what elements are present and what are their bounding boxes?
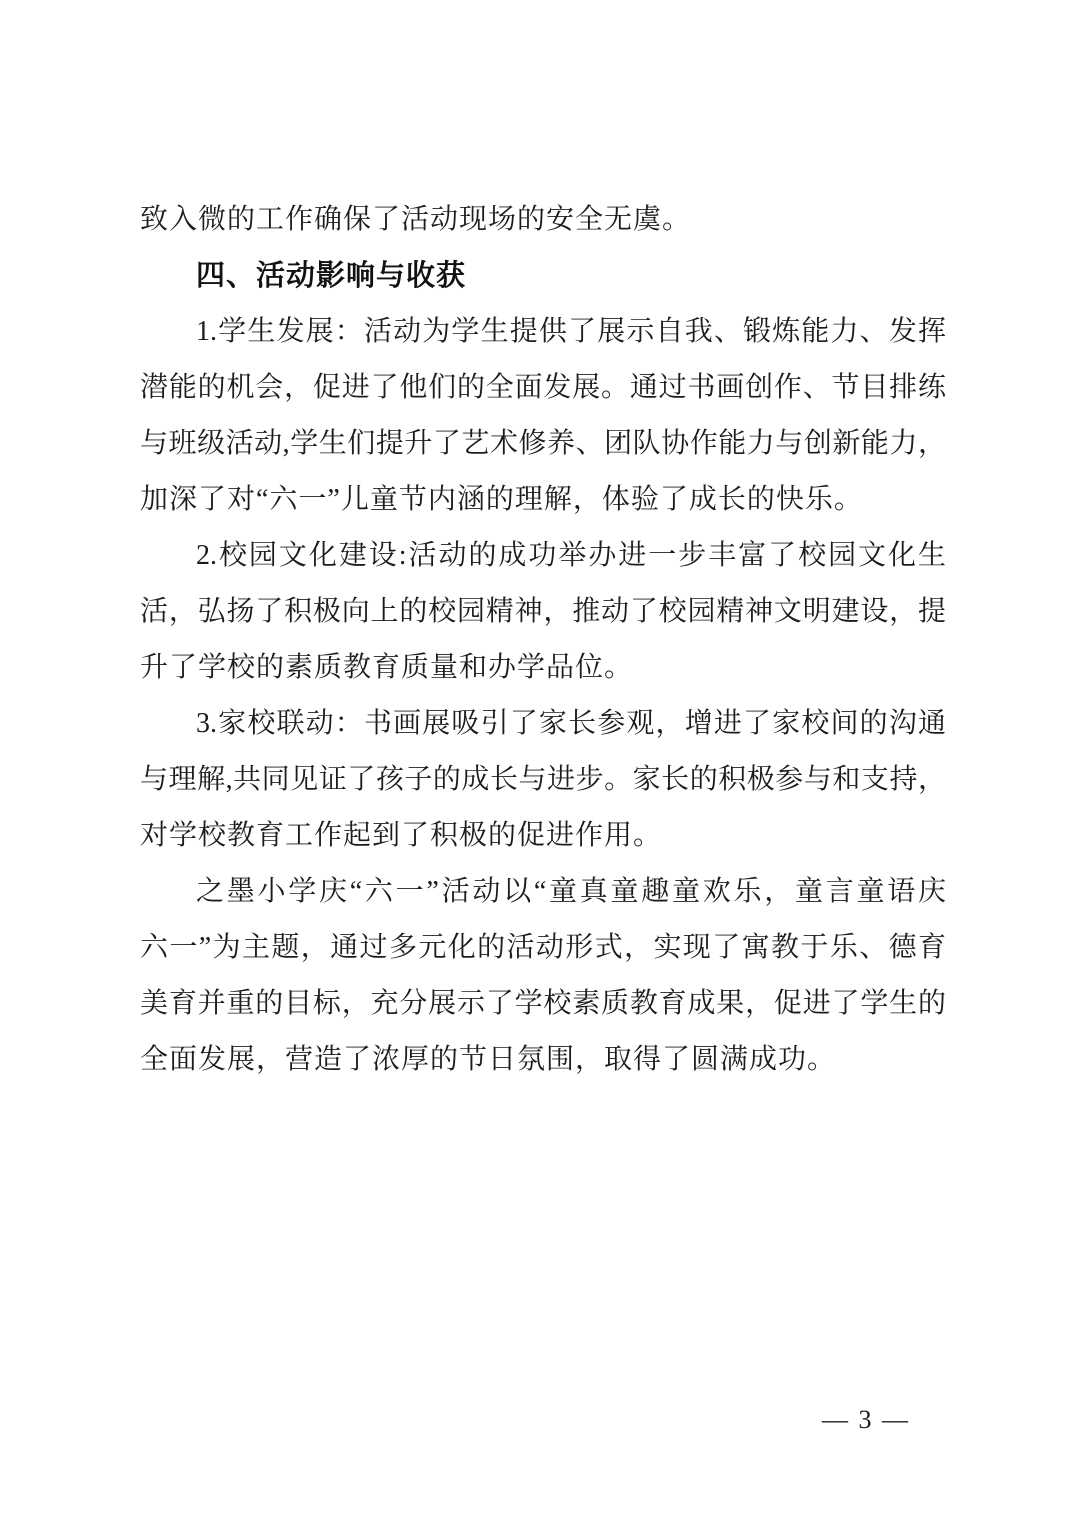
- document-line: 对学校教育工作起到了积极的促进作用。: [140, 820, 663, 851]
- document-line: 潜能的机会，促进了他们的全面发展。通过书画创作、节目排练: [140, 372, 946, 403]
- document-line: 升了学校的素质教育质量和办学品位。: [140, 652, 634, 683]
- document-line: 活，弘扬了积极向上的校园精神，推动了校园精神文明建设，提: [140, 596, 946, 627]
- document-line: 致入微的工作确保了活动现场的安全无虞。: [140, 204, 692, 235]
- page-number: — 3 —: [822, 1405, 910, 1434]
- document-line: 2.校园文化建设:活动的成功举办进一步丰富了校园文化生: [196, 540, 946, 571]
- document-line: 六一”为主题，通过多元化的活动形式，实现了寓教于乐、德育: [140, 932, 946, 963]
- document-line: 美育并重的目标，充分展示了学校素质教育成果，促进了学生的: [140, 988, 946, 1019]
- document-line: 加深了对“六一”儿童节内涵的理解，体验了成长的快乐。: [140, 484, 863, 515]
- document-line: 之墨小学庆“六一”活动以“童真童趣童欢乐，童言童语庆: [196, 876, 946, 907]
- section-heading: 四、活动影响与收获: [196, 260, 467, 292]
- document-line: 全面发展，营造了浓厚的节日氛围，取得了圆满成功。: [140, 1044, 837, 1075]
- document-body: [140, 192, 946, 1088]
- document-line: 1.学生发展：活动为学生提供了展示自我、锻炼能力、发挥: [196, 316, 946, 347]
- document-line: 与班级活动,学生们提升了艺术修养、团队协作能力与创新能力，: [140, 428, 946, 459]
- document-line: 3.家校联动：书画展吸引了家长参观，增进了家校间的沟通: [196, 708, 946, 739]
- document-line: 与理解,共同见证了孩子的成长与进步。家长的积极参与和支持，: [140, 764, 946, 795]
